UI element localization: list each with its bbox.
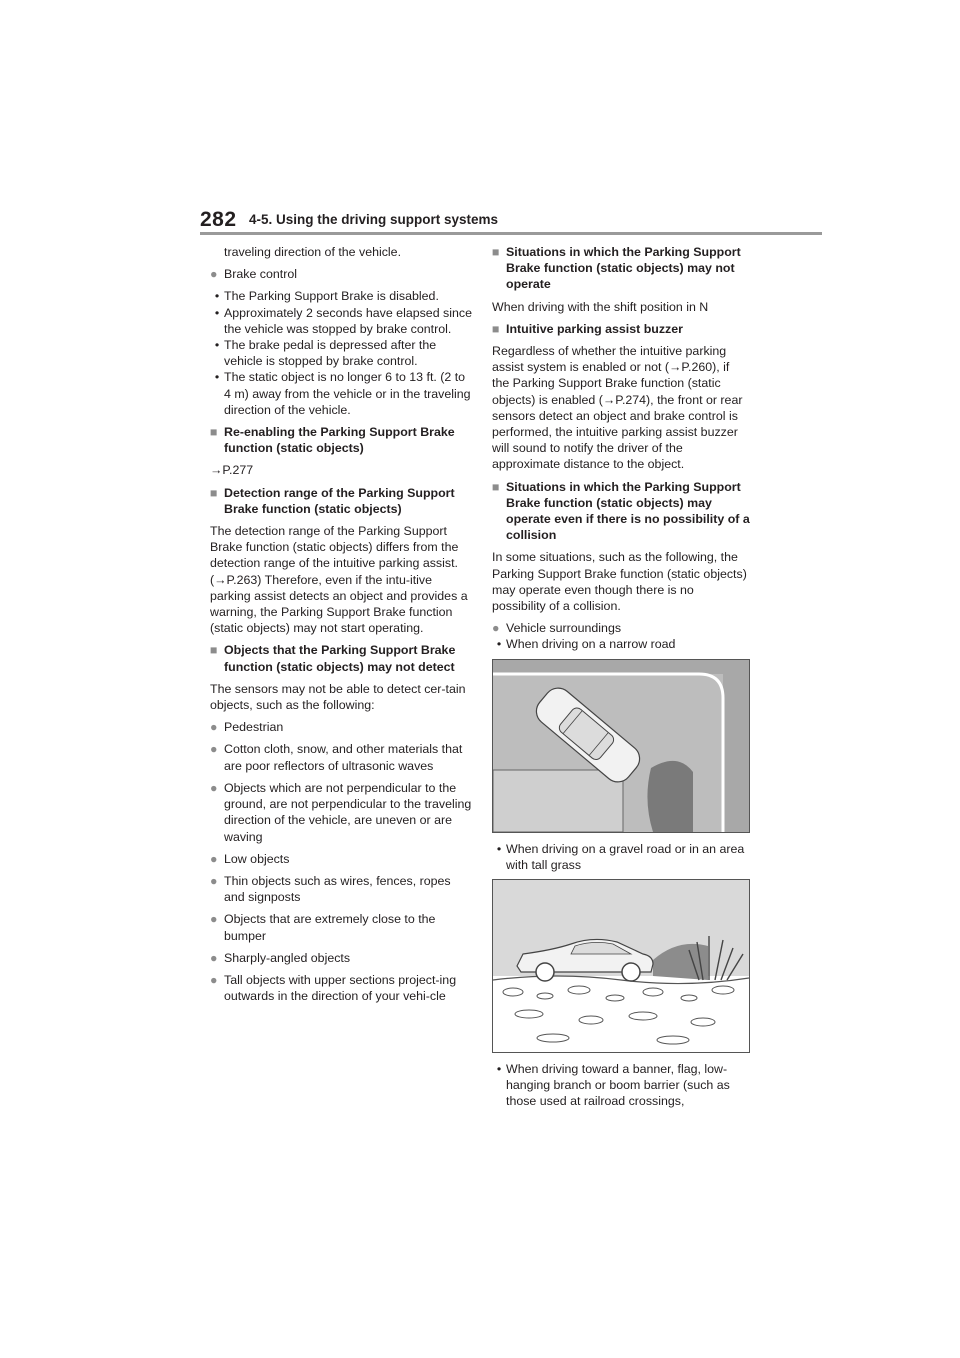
list-item: ● Cotton cloth, snow, and other materials that are poor reflectors of ultrasonic waves	[210, 742, 463, 773]
square-icon: ■	[492, 245, 500, 259]
not-detect-heading: ■ Objects that the Parking Support Brake function (static objects) may not detect	[210, 643, 456, 674]
dot-icon: •	[214, 338, 220, 353]
brake-control-list	[210, 288, 472, 418]
narrow-road-illustration	[492, 659, 750, 833]
not-operate-body: When driving with the shift position in N	[492, 299, 709, 314]
dot-icon: •	[496, 1062, 502, 1077]
dot-icon: •	[214, 305, 220, 320]
not-operate-heading: ■ Situations in which the Parking Support Brake function (static objects) may not operate	[492, 245, 741, 292]
bullet-icon: ●	[210, 267, 218, 282]
reenable-heading: ■ Re-enabling the Parking Support Brake function (static objects)	[210, 425, 455, 456]
bullet-icon: ●	[210, 742, 218, 757]
bullet-icon: ●	[492, 621, 500, 636]
header-rule	[200, 232, 822, 235]
corner-building	[493, 770, 623, 832]
list-item: ● Objects that are extremely close to the bumper	[210, 912, 436, 943]
dot-icon: •	[214, 289, 220, 304]
bullet-icon: ●	[210, 720, 218, 735]
bullet-icon: ●	[210, 851, 218, 866]
list-item: ● Low objects	[210, 851, 290, 866]
detection-heading: ■ Detection range of the Parking Support Brake function (static objects)	[210, 485, 455, 516]
list-item: ● Sharply-angled objects	[210, 950, 351, 965]
right-sidewalk	[723, 660, 749, 832]
list-item: • When driving toward a banner, flag, low-hanging branch or boom barrier (such as those used at railroad crossings,	[492, 1061, 750, 1110]
list-item: • When driving on a gravel road or in an area with tall grass	[492, 841, 750, 873]
brake-control-item	[210, 266, 472, 282]
buzzer-body: Regardless of whether the intuitive parking assist system is enabled or not (→P.260), if the Parking Support Brake function (static objects) is enabled (→P.274), the front or rear sensors detect an object and brake control is performed, the intuitive parking assist buzzer will sound to notify the driver of the approximate distance to the object.	[492, 344, 743, 472]
list-item: ● Tall objects with upper sections project-ing outwards in the direction of your vehi-cle	[210, 972, 457, 1004]
square-icon: ■	[210, 425, 218, 440]
dot-icon: •	[496, 637, 502, 652]
list-item: • The static object is no longer 6 to 13 ft. (2 to 4 m) away from the vehicle or in the traveling direction of the vehicle.	[210, 369, 472, 418]
narrow-road-svg	[493, 660, 749, 832]
left-column	[210, 244, 472, 1010]
may-operate-heading: ■ Situations in which the Parking Support Brake function (static objects) may operate even if there is no possibility of a collision	[492, 479, 750, 543]
detection-body: The detection range of the Parking Support Brake function (static objects) differs from the detection range of the intuitive parking assist. (→P.263) Therefore, even if the intu-itive parking assist detects an object and provides a warning, the Parking Support Brake function (static objects) may not start operating.	[210, 524, 468, 636]
list-item: • When driving on a narrow road	[492, 636, 750, 652]
square-icon: ■	[492, 479, 500, 494]
top-sidewalk	[493, 660, 749, 674]
square-icon: ■	[210, 643, 218, 658]
dot-icon: •	[214, 370, 220, 385]
gravel-road-illustration	[492, 879, 750, 1053]
brake-control-label: Brake control	[224, 267, 298, 282]
surroundings-item: ● Vehicle surroundings	[492, 621, 622, 636]
list-item: • The Parking Support Brake is disabled.	[210, 288, 472, 304]
bullet-icon: ●	[210, 912, 218, 927]
list-item: • The brake pedal is depressed after the vehicle is stopped by brake control.	[210, 337, 472, 369]
square-icon: ■	[492, 321, 500, 336]
may-operate-body: In some situations, such as the following, the Parking Support Brake function (static objects) may operate even though there is no possibility of a collision.	[492, 550, 747, 614]
bullet-icon: ●	[210, 780, 218, 795]
buzzer-heading: ■ Intuitive parking assist buzzer	[492, 321, 683, 336]
list-item: ● Objects which are not perpendicular to the ground, are not perpendicular to the traveling direction of the vehicle, are uneven or are waving	[210, 780, 472, 844]
bullet-icon: ●	[210, 950, 218, 965]
section-title: 4-5. Using the driving support systems	[249, 212, 499, 227]
right-column	[492, 244, 750, 1110]
dot-icon: •	[496, 841, 502, 856]
gravel-road-svg	[493, 880, 749, 1052]
page-number: 282	[200, 208, 237, 231]
square-icon: ■	[210, 485, 218, 500]
bullet-icon: ●	[210, 873, 218, 888]
bullet-icon: ●	[210, 972, 218, 987]
list-item: ● Thin objects such as wires, fences, ropes and signposts	[210, 873, 451, 905]
ground	[493, 976, 749, 1052]
detection-area	[647, 761, 693, 832]
reenable-ref[interactable]: →P.277	[210, 463, 254, 478]
not-detect-intro: The sensors may not be able to detect cer-tain objects, such as the following:	[210, 681, 466, 713]
list-item: ● Pedestrian	[210, 720, 284, 735]
intro-continued: traveling direction of the vehicle.	[224, 245, 402, 259]
list-item: • Approximately 2 seconds have elapsed since the vehicle was stopped by brake control.	[210, 305, 472, 337]
